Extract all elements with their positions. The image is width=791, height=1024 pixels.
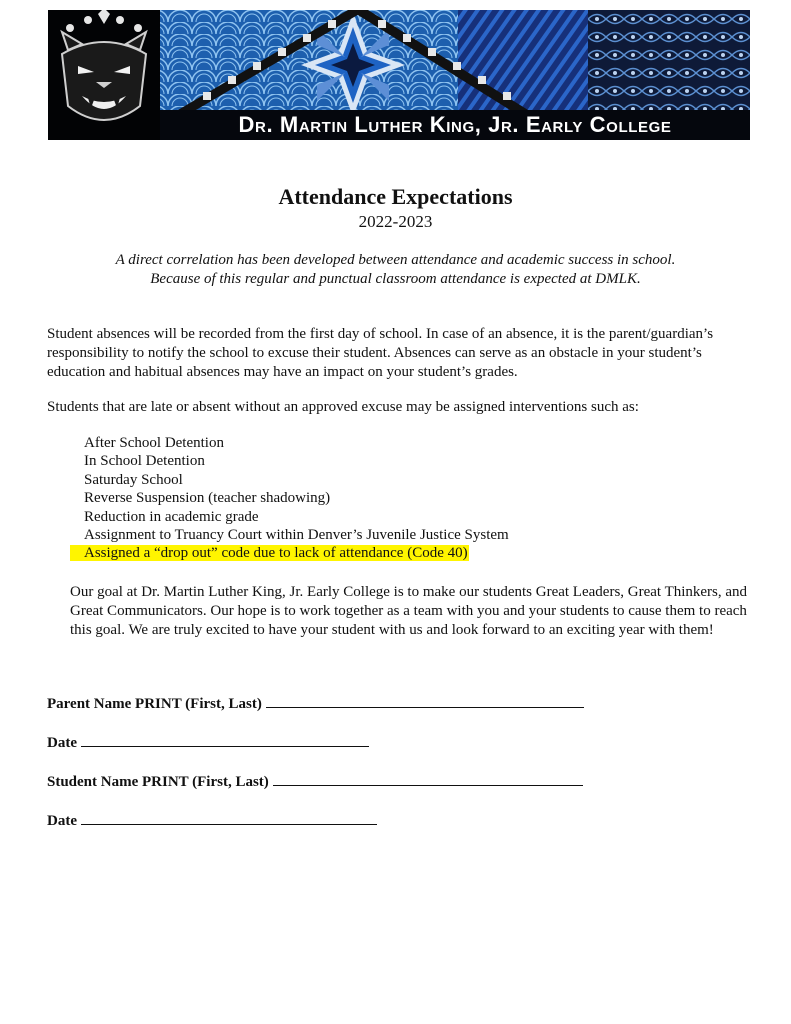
interventions-list [84, 434, 509, 563]
school-banner [48, 10, 750, 140]
list-item: Saturday School [84, 471, 183, 488]
interventions-intro: Students that are late or absent without an approved excuse may be assigned interventions such as: [47, 399, 639, 415]
student-name-label: Student Name PRINT (First, Last) [47, 774, 269, 790]
school-goal-paragraph: Our goal at Dr. Martin Luther King, Jr. Early College is to make our students Great Leaders, Great Thinkers, and Great Communicators. Our hope is to work together as a team with you and your students to cause them to reach this goal. We are truly excited to have your student with us and look forward to an exciting year with them! [70, 584, 748, 638]
date-label: Date [47, 813, 77, 829]
parent-date-field[interactable] [47, 733, 369, 752]
panther-head-logo-icon [48, 10, 160, 140]
parent-name-line[interactable] [266, 694, 584, 708]
parent-name-label: Parent Name PRINT (First, Last) [47, 696, 262, 712]
list-item: Reverse Suspension (teacher shadowing) [84, 490, 331, 507]
list-item: In School Detention [84, 453, 205, 470]
highlighted-text: Assigned a “drop out” code due to lack of attendance (Code 40) [70, 545, 469, 561]
list-item-highlighted [84, 544, 509, 562]
intro-statement [0, 251, 791, 289]
parent-date-line[interactable] [81, 733, 369, 747]
school-year: 2022-2023 [358, 212, 433, 231]
student-date-line[interactable] [81, 811, 377, 825]
list-item: Reduction in academic grade [84, 508, 259, 525]
student-date-field[interactable] [47, 811, 377, 830]
list-item: After School Detention [84, 435, 224, 451]
page-title: Attendance Expectations [278, 184, 513, 209]
parent-name-field[interactable] [47, 694, 584, 713]
student-name-line[interactable] [273, 772, 583, 786]
absence-policy-paragraph: Student absences will be recorded from the first day of school. In case of an absence, it is the parent/guardian’s responsibility to notify the school to excuse their student. Absences can serve as an obstacle in your student’s education and habitual absences may have an impact on your student’s grades. [47, 326, 714, 380]
intro-line-2: Because of this regular and punctual classroom attendance is expected at DMLK. [150, 271, 641, 287]
school-name: Dr. Martin Luther King, Jr. Early College [238, 112, 672, 137]
intro-line-1: A direct correlation has been developed between attendance and academic success in school. [115, 252, 676, 268]
date-label: Date [47, 735, 77, 751]
list-item: Assignment to Truancy Court within Denver’s Juvenile Justice System [84, 527, 509, 544]
student-name-field[interactable] [47, 772, 583, 791]
